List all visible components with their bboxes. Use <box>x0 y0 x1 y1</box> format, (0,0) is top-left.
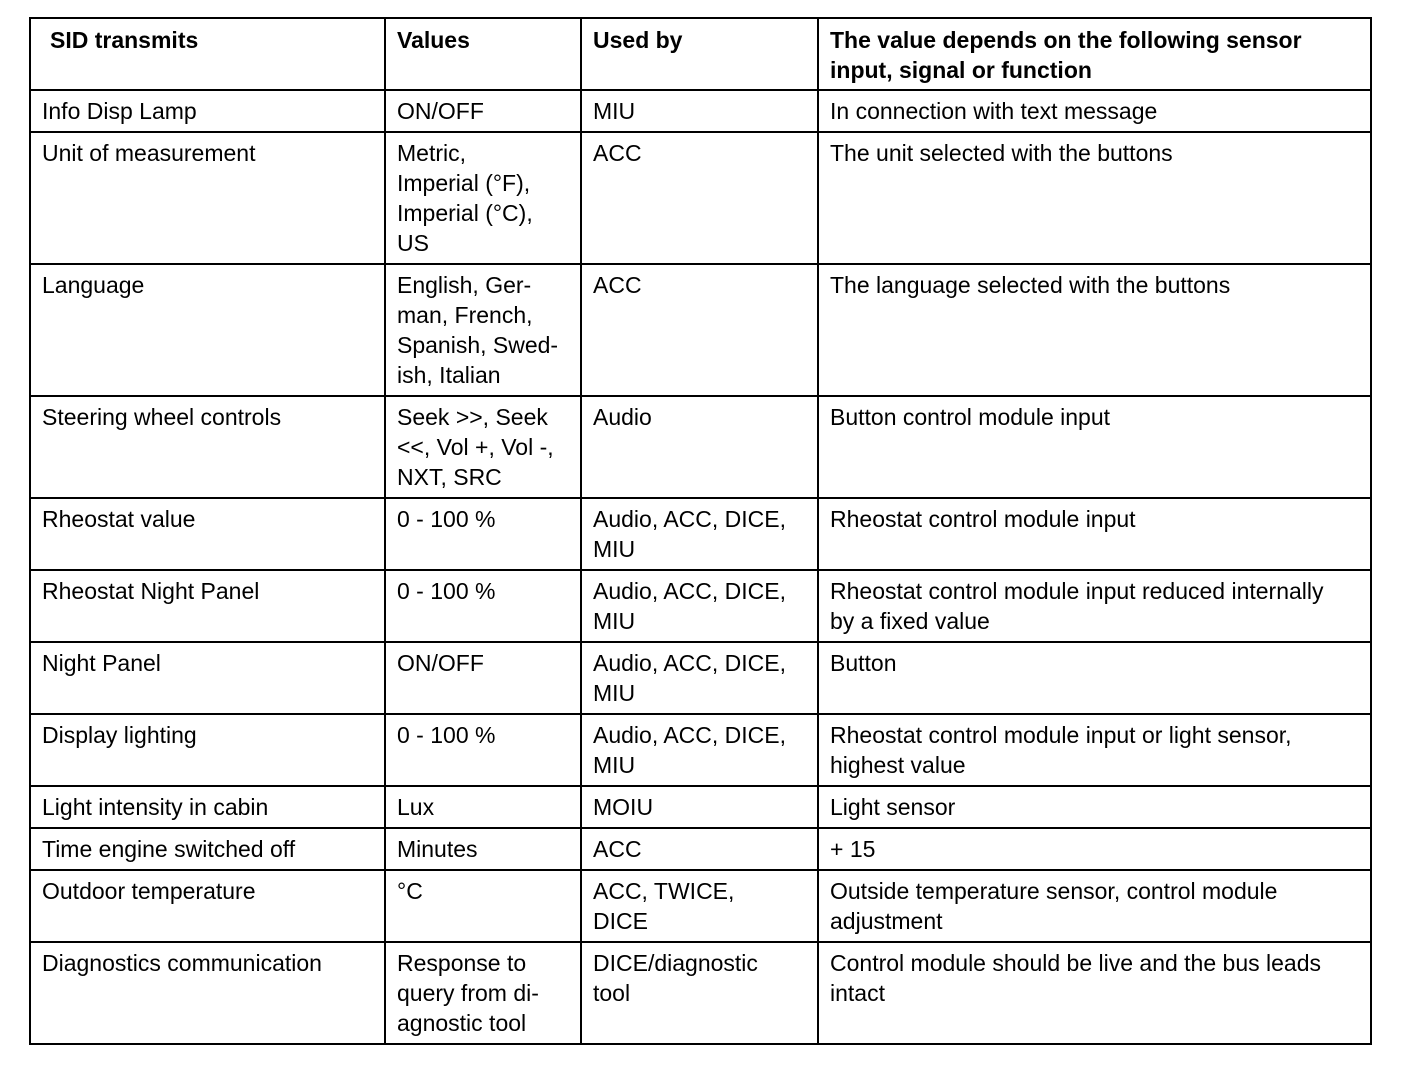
cell-used-by: Audio, ACC, DICE, MIU <box>581 642 818 714</box>
cell-depends-on: Rheostat control module input <box>818 498 1371 570</box>
cell-transmits: Night Panel <box>30 642 385 714</box>
cell-transmits: Rheostat Night Panel <box>30 570 385 642</box>
cell-used-by: ACC <box>581 132 818 264</box>
table-row <box>30 90 1371 132</box>
cell-used-by: ACC, TWICE, DICE <box>581 870 818 942</box>
cell-depends-on: The language selected with the buttons <box>818 264 1371 396</box>
cell-values: Lux <box>385 786 581 828</box>
cell-values: 0 - 100 % <box>385 714 581 786</box>
cell-used-by: DICE/diagnostic tool <box>581 942 818 1044</box>
table-row <box>30 132 1371 264</box>
table-row <box>30 942 1371 1044</box>
cell-transmits: Light intensity in cabin <box>30 786 385 828</box>
cell-depends-on: Rheostat control module input or light sensor, highest value <box>818 714 1371 786</box>
table-row <box>30 714 1371 786</box>
cell-values: 0 - 100 % <box>385 498 581 570</box>
cell-depends-on: + 15 <box>818 828 1371 870</box>
header-values: Values <box>385 18 581 90</box>
cell-depends-on: In connection with text message <box>818 90 1371 132</box>
cell-depends-on: Button control module input <box>818 396 1371 498</box>
table-row <box>30 828 1371 870</box>
cell-values: 0 - 100 % <box>385 570 581 642</box>
table-row <box>30 570 1371 642</box>
table-row <box>30 396 1371 498</box>
sid-transmits-table <box>29 17 1372 1045</box>
cell-used-by: Audio, ACC, DICE, MIU <box>581 570 818 642</box>
cell-transmits: Diagnostics communication <box>30 942 385 1044</box>
cell-depends-on: Outside temperature sensor, control module adjustment <box>818 870 1371 942</box>
table-header-row <box>30 18 1371 90</box>
cell-transmits: Rheostat value <box>30 498 385 570</box>
cell-values: Response to query from di- agnostic tool <box>385 942 581 1044</box>
table-row <box>30 786 1371 828</box>
header-depends-on: The value depends on the following sensor input, signal or function <box>818 18 1371 90</box>
table-row <box>30 870 1371 942</box>
cell-values: English, Ger- man, French, Spanish, Swed- ish, Italian <box>385 264 581 396</box>
table-row <box>30 642 1371 714</box>
cell-used-by: ACC <box>581 264 818 396</box>
cell-depends-on: The unit selected with the buttons <box>818 132 1371 264</box>
cell-values: Minutes <box>385 828 581 870</box>
cell-depends-on: Light sensor <box>818 786 1371 828</box>
cell-values: Seek >>, Seek <<, Vol +, Vol -, NXT, SRC <box>385 396 581 498</box>
cell-transmits: Unit of measurement <box>30 132 385 264</box>
cell-transmits: Display lighting <box>30 714 385 786</box>
cell-depends-on: Button <box>818 642 1371 714</box>
cell-values: ON/OFF <box>385 642 581 714</box>
cell-values: ON/OFF <box>385 90 581 132</box>
cell-transmits: Steering wheel controls <box>30 396 385 498</box>
header-used-by: Used by <box>581 18 818 90</box>
cell-depends-on: Control module should be live and the bus leads intact <box>818 942 1371 1044</box>
cell-used-by: ACC <box>581 828 818 870</box>
cell-values: °C <box>385 870 581 942</box>
cell-used-by: MOIU <box>581 786 818 828</box>
header-sid-transmits: SID transmits <box>30 18 385 90</box>
table-row <box>30 498 1371 570</box>
cell-transmits: Outdoor temperature <box>30 870 385 942</box>
cell-transmits: Time engine switched off <box>30 828 385 870</box>
cell-depends-on: Rheostat control module input reduced internally by a fixed value <box>818 570 1371 642</box>
cell-values: Metric, Imperial (°F), Imperial (°C), US <box>385 132 581 264</box>
cell-used-by: Audio <box>581 396 818 498</box>
cell-used-by: Audio, ACC, DICE, MIU <box>581 714 818 786</box>
table-row <box>30 264 1371 396</box>
cell-transmits: Language <box>30 264 385 396</box>
cell-used-by: MIU <box>581 90 818 132</box>
cell-used-by: Audio, ACC, DICE, MIU <box>581 498 818 570</box>
cell-transmits: Info Disp Lamp <box>30 90 385 132</box>
